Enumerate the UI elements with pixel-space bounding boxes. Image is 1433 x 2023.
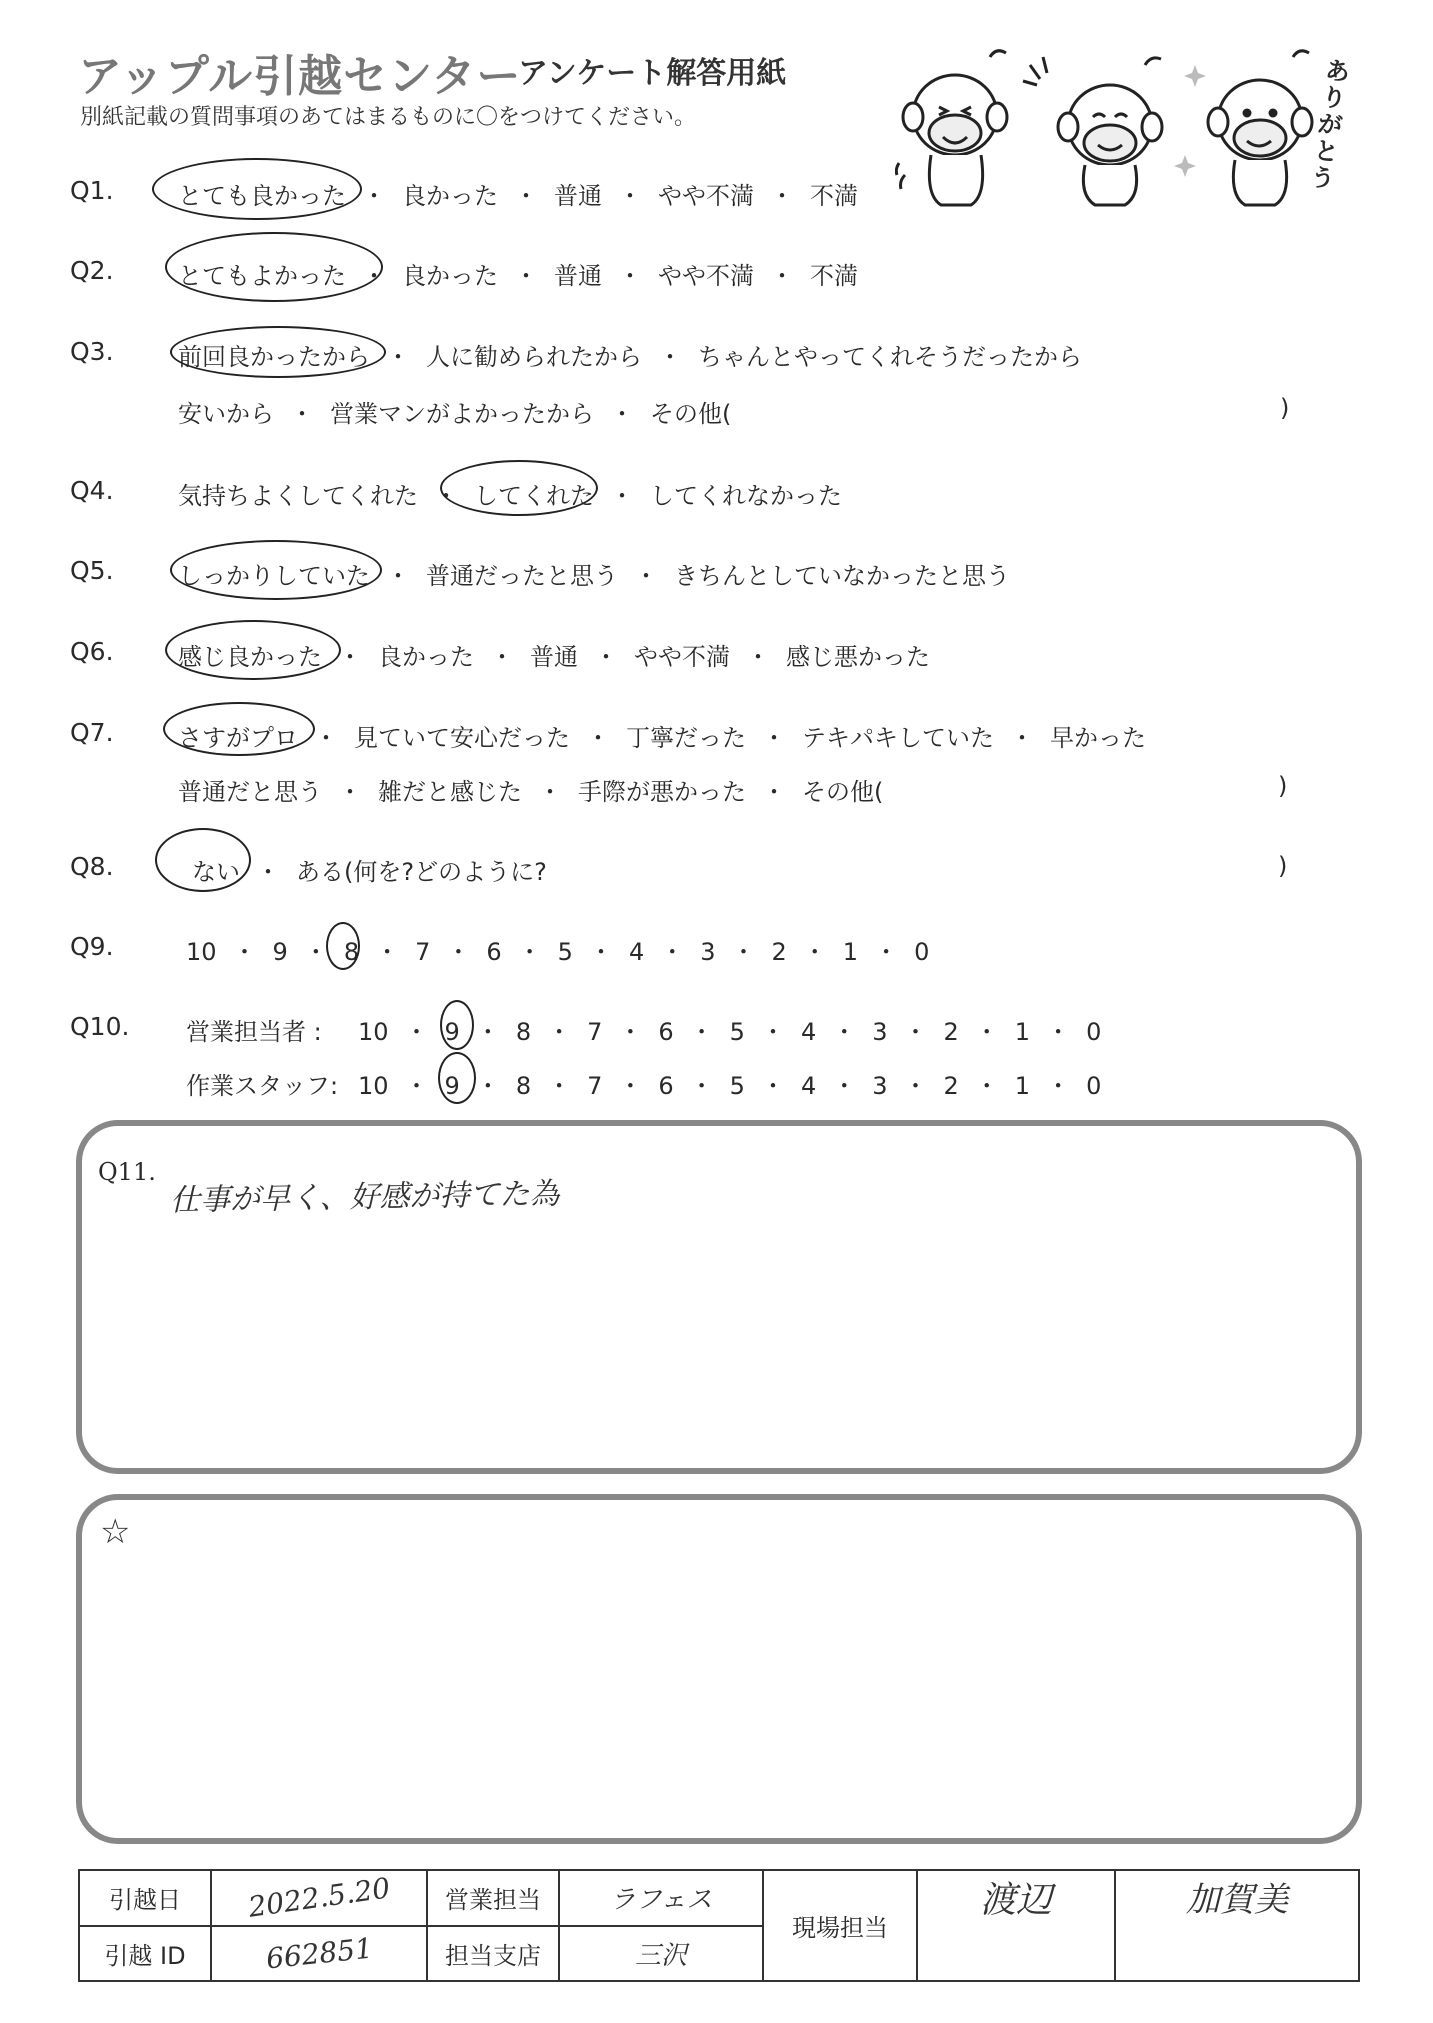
- q3-option[interactable]: 人に勧められたから: [426, 343, 642, 371]
- sales-rep-value: ラフェス: [609, 1885, 713, 1916]
- q10-sales-score[interactable]: 1: [1014, 1018, 1031, 1046]
- q9-scale: 10 ・ 9 ・ 8 ・ 7 ・ 6 ・ 5 ・ 4 ・ 3 ・ 2 ・ 1 ・ 0: [186, 938, 930, 966]
- q2-option[interactable]: とてもよかった: [178, 262, 346, 290]
- q10-staff-score[interactable]: 1: [1014, 1072, 1031, 1100]
- q10-staff-score[interactable]: 2: [943, 1072, 959, 1100]
- q1-option[interactable]: 良かった: [402, 182, 498, 210]
- q3-option[interactable]: 前回良かったから: [178, 343, 370, 371]
- q4-option[interactable]: 気持ちよくしてくれた: [178, 482, 418, 510]
- q10-staff-row: 作業スタッフ: 10 ・ 9 ・ 8 ・ 7 ・ 6 ・ 5 ・ 4 ・ 3 ・ 2 ・ 1 ・ 0: [186, 1066, 1101, 1101]
- q9-score[interactable]: 7: [415, 938, 431, 966]
- q6-option[interactable]: 良かった: [378, 643, 474, 671]
- q10-staff-score[interactable]: 7: [587, 1072, 603, 1100]
- q7-option[interactable]: テキパキしていた: [802, 724, 994, 752]
- q7-options-line1: さすがプロ ・ 見ていて安心だった ・ 丁寧だった ・ テキパキしていた ・ 早かった: [178, 718, 1146, 753]
- q6-option[interactable]: やや不満: [634, 643, 730, 671]
- q9-score[interactable]: 9: [272, 938, 288, 966]
- site-staff-label: 現場担当: [763, 1870, 917, 1981]
- q6-option[interactable]: 感じ悪かった: [786, 643, 930, 671]
- q8-close-paren: ): [1278, 852, 1288, 880]
- thanks-text: ありがとう: [1308, 55, 1352, 194]
- q9-score[interactable]: 0: [914, 938, 930, 966]
- q10-sales-score[interactable]: 7: [587, 1018, 603, 1046]
- q3-option[interactable]: 安いから: [178, 400, 274, 428]
- q1-option[interactable]: やや不満: [658, 182, 754, 210]
- move-id-value: 662851: [264, 1931, 374, 1976]
- q5-option[interactable]: しっかりしていた: [178, 562, 370, 590]
- q3-option[interactable]: 営業マンがよかったから: [330, 400, 594, 428]
- move-date-cell[interactable]: [211, 1870, 427, 1926]
- q8-option[interactable]: ある(何を?どのように?: [296, 858, 547, 886]
- q10-staff-score[interactable]: 10: [358, 1072, 389, 1100]
- q3-option[interactable]: ちゃんとやってくれそうだったから: [698, 343, 1082, 371]
- sales-rep-label: 営業担当: [427, 1870, 559, 1926]
- q3-options-line2: 安いから ・ 営業マンがよかったから ・ その他(: [178, 394, 731, 429]
- q10-sales-score[interactable]: 0: [1086, 1018, 1102, 1046]
- q1-options: とても良かった ・ 良かった ・ 普通 ・ やや不満 ・ 不満: [178, 176, 858, 211]
- q5-option[interactable]: きちんとしていなかったと思う: [674, 562, 1010, 590]
- q9-score[interactable]: 1: [842, 938, 859, 966]
- move-id-label: 引越 ID: [79, 1926, 211, 1982]
- q6-option[interactable]: 感じ良かった: [178, 643, 322, 671]
- q8-label: Q8.: [70, 852, 114, 881]
- q5-label: Q5.: [70, 556, 114, 585]
- q7-option[interactable]: 丁寧だった: [626, 724, 746, 752]
- q1-label: Q1.: [70, 176, 114, 205]
- q7-option[interactable]: 普通だと思う: [178, 778, 322, 806]
- q11-handwritten-answer: 仕事が早く、好感が持てた為: [169, 1176, 560, 1219]
- q10-staff-score[interactable]: 5: [729, 1072, 745, 1100]
- q9-score[interactable]: 8: [343, 938, 360, 966]
- q7-option[interactable]: その他(: [802, 778, 884, 806]
- q9-score[interactable]: 3: [700, 938, 716, 966]
- q4-options: 気持ちよくしてくれた ・ してくれた ・ してくれなかった: [178, 476, 842, 511]
- q9-score[interactable]: 10: [186, 938, 217, 966]
- q10-staff-score[interactable]: 3: [872, 1072, 888, 1100]
- instruction-text: 別紙記載の質問事項のあてはまるものに〇をつけてください。: [80, 105, 697, 130]
- q2-option[interactable]: やや不満: [658, 262, 754, 290]
- q9-score[interactable]: 5: [557, 938, 573, 966]
- q6-options: 感じ良かった ・ 良かった ・ 普通 ・ やや不満 ・ 感じ悪かった: [178, 637, 930, 672]
- branch-label: 担当支店: [427, 1926, 559, 1982]
- site-staff-value-2: 加賀美: [1186, 1880, 1288, 1920]
- q5-options: しっかりしていた ・ 普通だったと思う ・ きちんとしていなかったと思う: [178, 556, 1010, 591]
- form-subtitle: アンケート解答用紙: [518, 56, 787, 91]
- q10-sales-score[interactable]: 4: [800, 1018, 817, 1046]
- q10-sales-row: 営業担当者 : 10 ・ 9 ・ 8 ・ 7 ・ 6 ・ 5 ・ 4 ・ 3 ・ 2 ・ 1 ・ 0: [186, 1012, 1101, 1047]
- q8-option[interactable]: ない: [192, 858, 240, 886]
- q10-staff-score[interactable]: 9: [444, 1072, 460, 1100]
- q10-sales-score[interactable]: 10: [358, 1018, 389, 1046]
- q4-option[interactable]: してくれなかった: [650, 482, 842, 510]
- q10-sales-score[interactable]: 6: [658, 1018, 674, 1046]
- move-date-value: 2022.5.20: [246, 1871, 392, 1925]
- q2-option[interactable]: 不満: [810, 262, 858, 290]
- q4-option[interactable]: してくれた: [474, 482, 594, 510]
- q7-close-paren: ): [1278, 772, 1288, 800]
- q1-option[interactable]: 不満: [810, 182, 858, 210]
- q10-sales-score[interactable]: 5: [729, 1018, 745, 1046]
- q10-sales-label: 営業担当者 :: [186, 1018, 322, 1046]
- star-icon: ☆: [100, 1512, 131, 1552]
- q6-option[interactable]: 普通: [530, 643, 578, 671]
- q3-options-line1: 前回良かったから ・ 人に勧められたから ・ ちゃんとやってくれそうだったから: [178, 337, 1082, 372]
- q10-staff-score[interactable]: 6: [658, 1072, 674, 1100]
- q10-staff-score[interactable]: 0: [1086, 1072, 1102, 1100]
- q9-score[interactable]: 2: [771, 938, 787, 966]
- q10-sales-score[interactable]: 9: [444, 1018, 460, 1046]
- q10-sales-score[interactable]: 8: [515, 1018, 532, 1046]
- q2-option[interactable]: 良かった: [402, 262, 498, 290]
- q10-sales-score[interactable]: 3: [872, 1018, 888, 1046]
- q4-label: Q4.: [70, 476, 114, 505]
- q5-option[interactable]: 普通だったと思う: [426, 562, 618, 590]
- q1-option[interactable]: 普通: [554, 182, 602, 210]
- move-id-cell[interactable]: [211, 1926, 427, 1982]
- q10-sales-score[interactable]: 2: [943, 1018, 959, 1046]
- q10-staff-label: 作業スタッフ:: [186, 1072, 339, 1100]
- q9-label: Q9.: [70, 932, 114, 961]
- company-title: アップル引越センター: [78, 51, 522, 102]
- branch-value: 三沢: [634, 1940, 687, 1971]
- q3-label: Q3.: [70, 337, 114, 366]
- q3-close-paren: ): [1280, 394, 1290, 422]
- q9-score[interactable]: 4: [628, 938, 645, 966]
- q9-score[interactable]: 6: [486, 938, 502, 966]
- footer-info-table: [78, 1869, 1360, 1982]
- q7-option[interactable]: 手際が悪かった: [578, 778, 746, 806]
- q10-staff-score[interactable]: 8: [515, 1072, 532, 1100]
- move-date-label: 引越日: [79, 1870, 211, 1926]
- q7-option[interactable]: さすがプロ: [178, 724, 298, 752]
- site-staff-value-1: 渡辺: [979, 1880, 1052, 1921]
- q1-option[interactable]: とても良かった: [178, 182, 346, 210]
- mascot-illustration: [895, 45, 1355, 220]
- site-staff-cell-1[interactable]: [917, 1870, 1115, 1981]
- site-staff-cell-2[interactable]: [1115, 1870, 1359, 1981]
- q7-option[interactable]: 雑だと感じた: [378, 778, 522, 806]
- q8-options: ない ・ ある(何を?どのように?: [192, 852, 547, 887]
- star-comment-box[interactable]: [76, 1494, 1362, 1844]
- q2-options: とてもよかった ・ 良かった ・ 普通 ・ やや不満 ・ 不満: [178, 256, 858, 291]
- q6-label: Q6.: [70, 637, 114, 666]
- q11-label: Q11.: [98, 1158, 156, 1186]
- sales-rep-cell[interactable]: [559, 1870, 763, 1926]
- q7-label: Q7.: [70, 718, 114, 747]
- q7-options-line2: 普通だと思う ・ 雑だと感じた ・ 手際が悪かった ・ その他(: [178, 772, 883, 807]
- q2-option[interactable]: 普通: [554, 262, 602, 290]
- branch-cell[interactable]: [559, 1926, 763, 1982]
- q10-label: Q10.: [70, 1012, 130, 1041]
- q10-staff-score[interactable]: 4: [800, 1072, 817, 1100]
- q3-option[interactable]: その他(: [650, 400, 732, 428]
- q7-option[interactable]: 見ていて安心だった: [354, 724, 570, 752]
- q7-option[interactable]: 早かった: [1050, 724, 1146, 752]
- q2-label: Q2.: [70, 256, 114, 285]
